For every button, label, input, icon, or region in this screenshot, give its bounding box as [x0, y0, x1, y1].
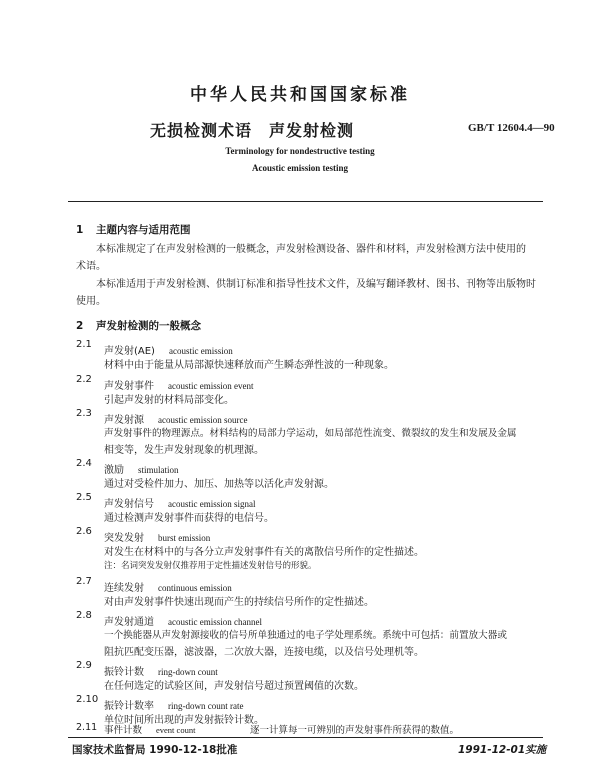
term-number: 2.2: [76, 374, 92, 385]
section-2-heading: [76, 318, 201, 333]
term-english: ring-down count rate: [168, 701, 244, 711]
section-1-para-1-line-2: 术语。: [76, 261, 106, 272]
term-definition: 对发生在材料中的与各分立声发射事件有关的离散信号所作的定性描述。: [104, 547, 424, 558]
national-standard-heading: 中华人民共和国国家标准: [190, 85, 410, 105]
term-chinese: 声发射源: [104, 415, 144, 426]
term-number: 2.9: [76, 660, 92, 671]
term-definition: 单位时间所出现的声发射振铃计数。: [104, 715, 264, 726]
term-english: acoustic emission: [168, 346, 233, 356]
term-english: event count: [156, 725, 196, 735]
term-english: stimulation: [138, 465, 179, 475]
term-heading: [104, 722, 195, 736]
term-english: acoustic emission source: [158, 415, 248, 425]
term-number: 2.8: [76, 610, 92, 621]
term-chinese: 激励: [104, 465, 124, 476]
term-definition: 通过检测声发射事件而获得的电信号。: [104, 513, 274, 524]
term-chinese: 振铃计数: [104, 667, 144, 678]
term-number: 2.10: [76, 694, 99, 705]
section-1-para-1-line-1: 本标准规定了在声发射检测的一般概念，声发射检测设备、器件和材料，声发射检测方法中使用的: [96, 244, 526, 255]
term-definition-continued: 相变等，发生声发射现象的机理源。: [104, 445, 264, 456]
section-2-title: 声发射检测的一般概念: [96, 320, 201, 332]
term-chinese: 突发发射: [104, 533, 144, 544]
term-chinese: 事件计数: [104, 725, 143, 736]
term-number: 2.11: [76, 722, 98, 733]
term-number: 2.1: [76, 339, 92, 350]
term-english: acoustic emission signal: [168, 499, 256, 509]
term-definition: 在任何选定的试验区间，声发射信号超过预置阈值的次数。: [104, 681, 364, 692]
term-definition: 对由声发射事件快速出现而产生的持续信号所作的定性描述。: [104, 597, 374, 608]
term-definition: 通过对受检件加力、加压、加热等以活化声发射源。: [104, 479, 334, 490]
term-chinese: 振铃计数率: [104, 701, 154, 712]
term-english: burst emission: [158, 533, 211, 543]
term-definition: 逐一计算每一可辨别的声发射事件所获得的数值。: [250, 725, 460, 736]
term-number: 2.6: [76, 526, 92, 537]
term-number: 2.5: [76, 492, 92, 503]
term-english: acoustic emission event: [168, 381, 254, 391]
term-definition: 引起声发射的材料局部变化。: [104, 395, 234, 406]
english-subtitle: Acoustic emission testing: [252, 163, 348, 173]
term-chinese: 声发射通道: [104, 617, 154, 628]
document-title: 无损检测术语 声发射检测: [150, 121, 355, 140]
term-chinese: 声发射事件: [104, 381, 154, 392]
english-title: Terminology for nondestructive testing: [225, 146, 375, 156]
term-definition: 声发射事件的物理源点。材料结构的局部力学运动，如局部范性流变、微裂纹的发生和发展及金属: [104, 428, 517, 439]
section-1-para-2-line-1: 本标准适用于声发射检测、供制订标准和指导性技术文件，及编写翻译教材、图书、刊物等出版物时: [96, 279, 536, 290]
implementation-date: 1991-12-01实施: [458, 744, 547, 756]
term-note: 注：名词突发发射仅推荐用于定性描述发射信号的形貌。: [104, 561, 317, 571]
term-definition-continued: 阻抗匹配变压器，滤波器，二次放大器，连接电缆，以及信号处理机等。: [104, 647, 424, 658]
term-english: acoustic emission channel: [168, 617, 262, 627]
term-chinese: 声发射信号: [104, 499, 154, 510]
term-definition: 一个换能器从声发射源接收的信号所单独通过的电子学处理系统。系统中可包括：前置放大器或: [104, 630, 507, 641]
term-english: continuous emission: [158, 583, 232, 593]
term-number: 2.4: [76, 458, 92, 469]
term-chinese: 声发射(AE): [104, 346, 155, 357]
header-divider: [68, 201, 543, 202]
term-chinese: 连续发射: [104, 583, 144, 594]
section-2-number: 2: [76, 320, 84, 332]
section-1-para-2-line-2: 使用。: [76, 296, 106, 307]
footer-divider: [68, 737, 543, 738]
section-1-heading: [76, 222, 191, 237]
term-definition: 材料中由于能量从局部源快速释放而产生瞬态弹性波的一种现象。: [104, 360, 394, 371]
standard-code: GB/T 12604.4—90: [468, 122, 555, 134]
term-number: 2.3: [76, 408, 92, 419]
term-number: 2.7: [76, 576, 92, 587]
term-english: ring-down count: [158, 667, 218, 677]
approval-date: 国家技术监督局 1990-12-18批准: [72, 744, 238, 756]
section-1-title: 主题内容与适用范围: [96, 224, 191, 236]
section-1-number: 1: [76, 224, 84, 236]
